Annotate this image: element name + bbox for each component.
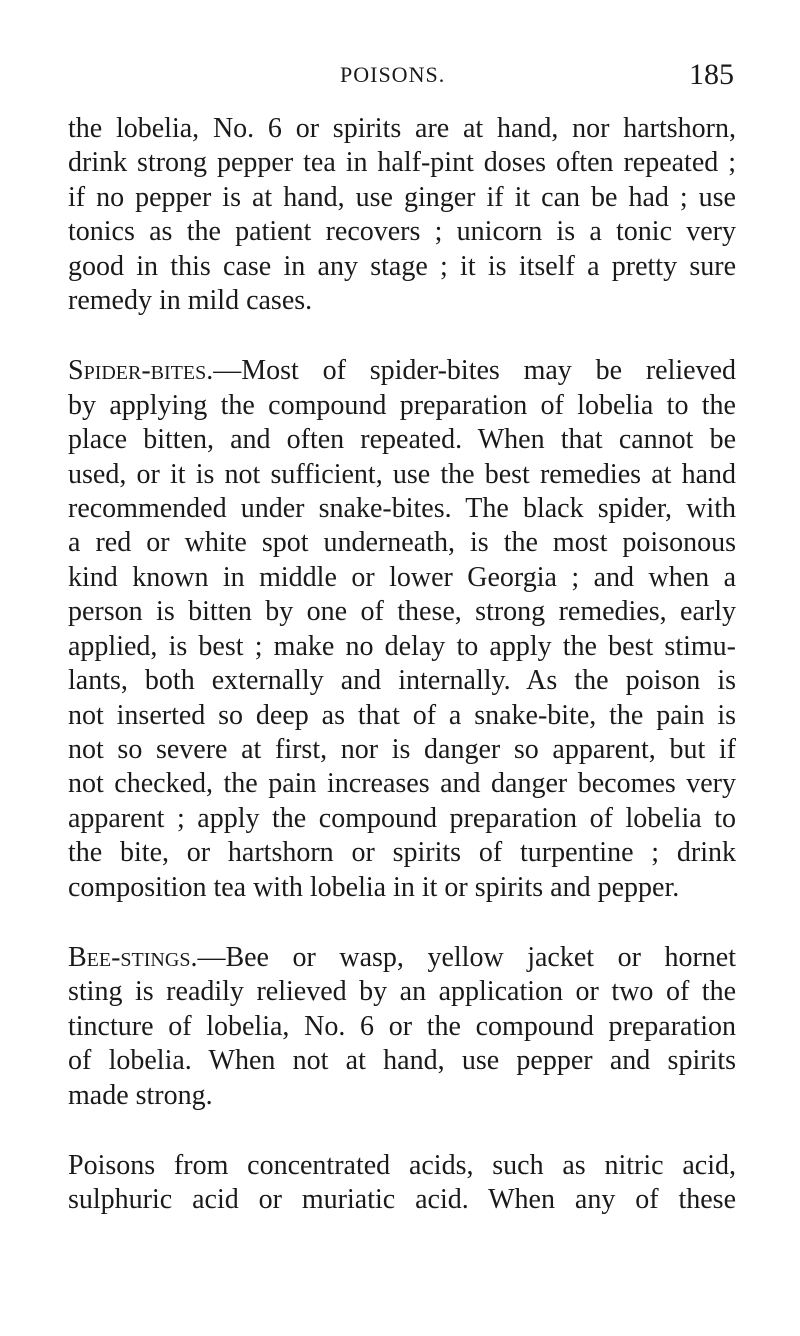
page-header [0, 58, 800, 102]
text-line: composition tea with lobelia in it or spirits and pepper. [68, 871, 680, 903]
text-line [68, 941, 736, 975]
text-line: sting is readily relieved by an application or two of the [68, 976, 736, 1008]
text-line: sulphuric acid or muriatic acid. When any of these [68, 1184, 736, 1216]
text-line: place bitten, and often repeated. When that cannot be [68, 424, 736, 456]
text-line: made strong. [68, 1079, 213, 1111]
text-line: lants, both externally and internally. As the poison is [68, 665, 736, 697]
text-line: not inserted so deep as that of a snake-bite, the pain is [68, 699, 736, 731]
text-line-rest: —Most of spider-bites may be relieved [213, 355, 736, 387]
text-line: kind known in middle or lower Georgia ; and when a [68, 561, 736, 593]
text-line: good in this case in any stage ; it is itself a pretty sure [68, 250, 736, 282]
text-line: if no pepper is at hand, use ginger if it can be had ; use [68, 181, 736, 213]
section-heading-bee-stings: Bee-stings. [68, 941, 198, 973]
text-line [68, 354, 736, 388]
text-line-rest: —Bee or wasp, yellow jacket or hornet [197, 941, 736, 973]
text-line: not so severe at first, nor is danger so apparent, but if [68, 733, 736, 765]
paragraph-concentrated-acids [68, 1149, 736, 1218]
running-head: POISONS. [340, 62, 446, 87]
text-line: Poisons from concentrated acids, such as nitric acid, [68, 1149, 736, 1181]
paragraph-bee-stings [68, 941, 736, 1113]
paragraph-continuation [68, 112, 736, 318]
text-line: not checked, the pain increases and danger becomes very [68, 768, 736, 800]
body-text [68, 112, 736, 1254]
text-line: person is bitten by one of these, strong remedies, early [68, 596, 736, 628]
text-line: recommended under snake-bites. The black spider, with [68, 493, 736, 525]
page-number: 185 [689, 58, 734, 91]
text-line: of lobelia. When not at hand, use pepper and spirits [68, 1045, 736, 1077]
text-line: by applying the compound preparation of lobelia to the [68, 389, 736, 421]
paragraph-spider-bites [68, 354, 736, 905]
text-line: tincture of lobelia, No. 6 or the compound preparation [68, 1010, 736, 1042]
text-line: a red or white spot underneath, is the most poisonous [68, 527, 736, 559]
text-line: the bite, or hartshorn or spirits of turpentine ; drink [68, 837, 736, 869]
text-line: apparent ; apply the compound preparation of lobelia to [68, 802, 736, 834]
text-line: remedy in mild cases. [68, 285, 313, 317]
section-heading-spider-bites: Spider-bites. [68, 355, 214, 387]
text-line: tonics as the patient recovers ; unicorn is a tonic very [68, 216, 736, 248]
text-line: used, or it is not sufficient, use the best remedies at hand [68, 458, 736, 490]
text-line: drink strong pepper tea in half-pint doses often repeated ; [68, 147, 736, 179]
text-line: applied, is best ; make no delay to apply the best stimu- [68, 630, 736, 662]
text-line: the lobelia, No. 6 or spirits are at hand, nor hartshorn, [68, 113, 736, 144]
